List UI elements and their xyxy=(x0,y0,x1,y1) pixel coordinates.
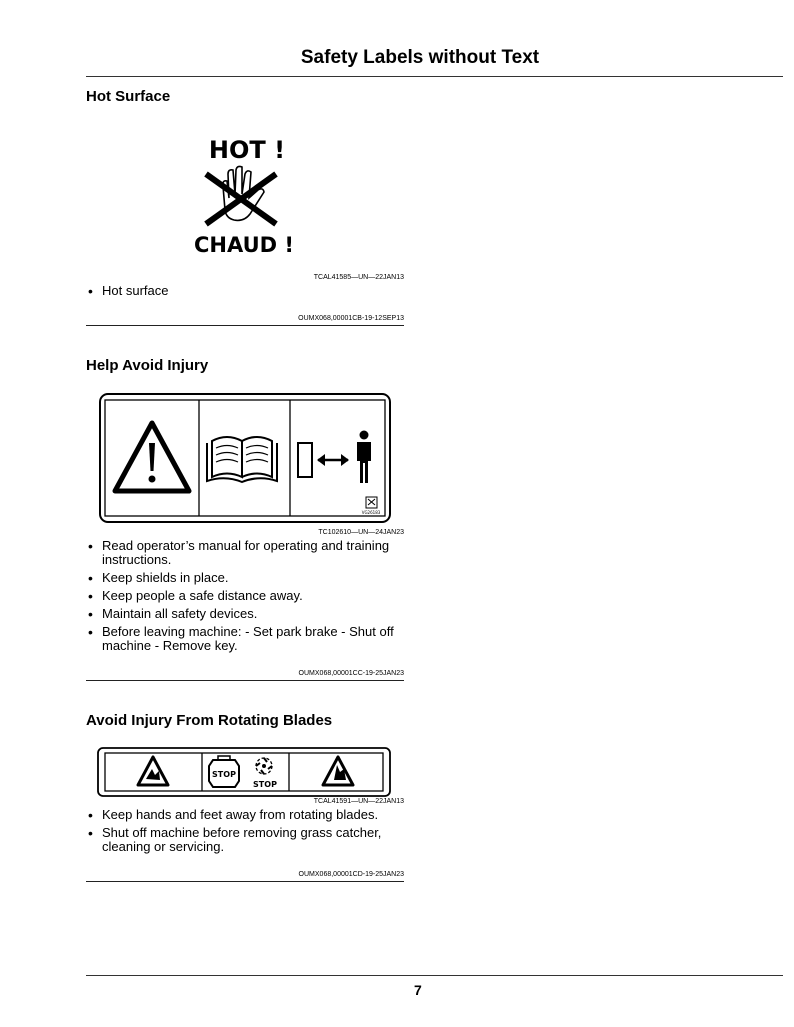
section-divider xyxy=(86,325,404,326)
page-title: Safety Labels without Text xyxy=(300,47,540,68)
list-item: • Maintain all safety devices. xyxy=(86,607,416,621)
crossed-hand-icon xyxy=(206,166,276,224)
section-code: OUMX068,00001CB-19-12SEP13 xyxy=(298,315,404,322)
header-divider xyxy=(86,76,783,77)
stop-text: STOP xyxy=(253,780,277,789)
page-number: 7 xyxy=(414,982,422,998)
section-heading-help-avoid-injury: Help Avoid Injury xyxy=(86,357,209,374)
bullet-list-hot-surface xyxy=(86,284,416,302)
section-divider xyxy=(86,680,404,681)
list-item: • Shut off machine before removing grass catcher, cleaning or servicing. xyxy=(86,826,416,854)
label-code: VG26183 xyxy=(361,510,381,515)
figure-code: TC102610—UN—24JAN23 xyxy=(318,529,404,536)
list-item: • Keep hands and feet away from rotating blades. xyxy=(86,808,416,822)
label-hot-text: HOT ! xyxy=(208,136,286,164)
figure-code: TCAL41585—UN—22JAN13 xyxy=(313,274,404,281)
section-code: OUMX068,00001CC-19-25JAN23 xyxy=(298,670,404,677)
label-chaud-text: CHAUD ! xyxy=(194,233,294,257)
section-code: OUMX068,00001CD-19-25JAN23 xyxy=(298,871,404,878)
help-avoid-injury-label xyxy=(99,393,391,523)
list-item: • Keep shields in place. xyxy=(86,571,416,585)
list-item: • Hot surface xyxy=(86,284,416,298)
list-item: • Read operator’s manual for operating and training instructions. xyxy=(86,539,416,567)
section-heading-hot-surface: Hot Surface xyxy=(86,88,171,105)
list-item: • Before leaving machine: - Set park brake - Shut off machine - Remove key. xyxy=(86,625,416,653)
list-item: • Keep people a safe distance away. xyxy=(86,589,416,603)
hot-surface-label xyxy=(190,132,310,260)
bullet-list-rotating-blades xyxy=(86,808,416,858)
bullet-list-help-avoid-injury xyxy=(86,539,416,657)
figure-code: TCAL41591—UN—22JAN13 xyxy=(313,798,404,805)
section-divider xyxy=(86,881,404,882)
stop-text: STOP xyxy=(212,770,236,779)
rotating-blades-label xyxy=(97,747,391,797)
footer-divider xyxy=(86,975,783,976)
section-heading-rotating-blades: Avoid Injury From Rotating Blades xyxy=(86,712,333,729)
